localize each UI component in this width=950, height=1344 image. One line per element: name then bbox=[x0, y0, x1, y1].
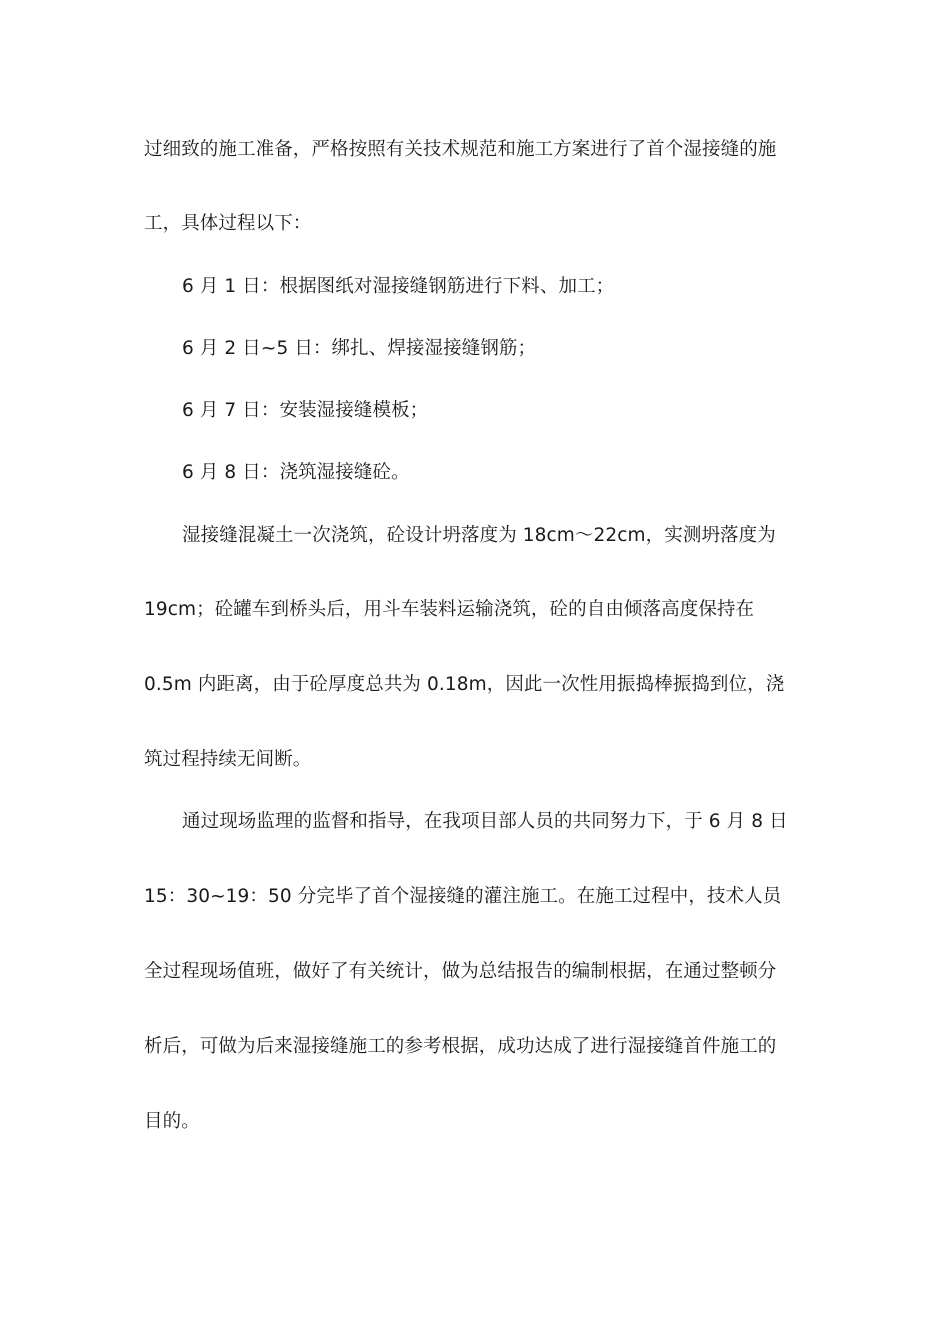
paragraph-line-11: 通过现场监理的监督和指导，在我项目部人员的共同努力下，于 6 月 8 日 bbox=[182, 811, 788, 832]
paragraph-line-8: 19cm；砼罐车到桥头后，用斗车装料运输浇筑，砼的自由倾落高度保持在 bbox=[144, 599, 755, 620]
paragraph-line-12: 15：30~19：50 分完毕了首个湿接缝的灌注施工。在施工过程中，技术人员 bbox=[144, 886, 782, 907]
schedule-item-2: 6 月 2 日~5 日：绑扎、焊接湿接缝钢筋； bbox=[182, 338, 537, 359]
paragraph-line-13: 全过程现场值班，做好了有关统计，做为总结报告的编制根据，在通过整顿分 bbox=[144, 961, 777, 982]
paragraph-line-9: 0.5m 内距离，由于砼厚度总共为 0.18m，因此一次性用振捣棒振捣到位，浇 bbox=[144, 674, 785, 695]
paragraph-line-1: 过细致的施工准备，严格按照有关技术规范和施工方案进行了首个湿接缝的施 bbox=[144, 139, 777, 160]
paragraph-line-15: 目的。 bbox=[144, 1111, 200, 1132]
schedule-item-1: 6 月 1 日：根据图纸对湿接缝钢筋进行下料、加工； bbox=[182, 276, 615, 297]
paragraph-line-2: 工，具体过程以下： bbox=[144, 213, 312, 234]
schedule-item-3: 6 月 7 日：安装湿接缝模板； bbox=[182, 400, 429, 421]
paragraph-line-7: 湿接缝混凝土一次浇筑，砼设计坍落度为 18cm～22cm，实测坍落度为 bbox=[182, 525, 776, 546]
schedule-item-4: 6 月 8 日：浇筑湿接缝砼。 bbox=[182, 462, 410, 483]
paragraph-line-10: 筑过程持续无间断。 bbox=[144, 749, 312, 770]
paragraph-line-14: 析后，可做为后来湿接缝施工的参考根据，成功达成了进行湿接缝首件施工的 bbox=[144, 1036, 777, 1057]
